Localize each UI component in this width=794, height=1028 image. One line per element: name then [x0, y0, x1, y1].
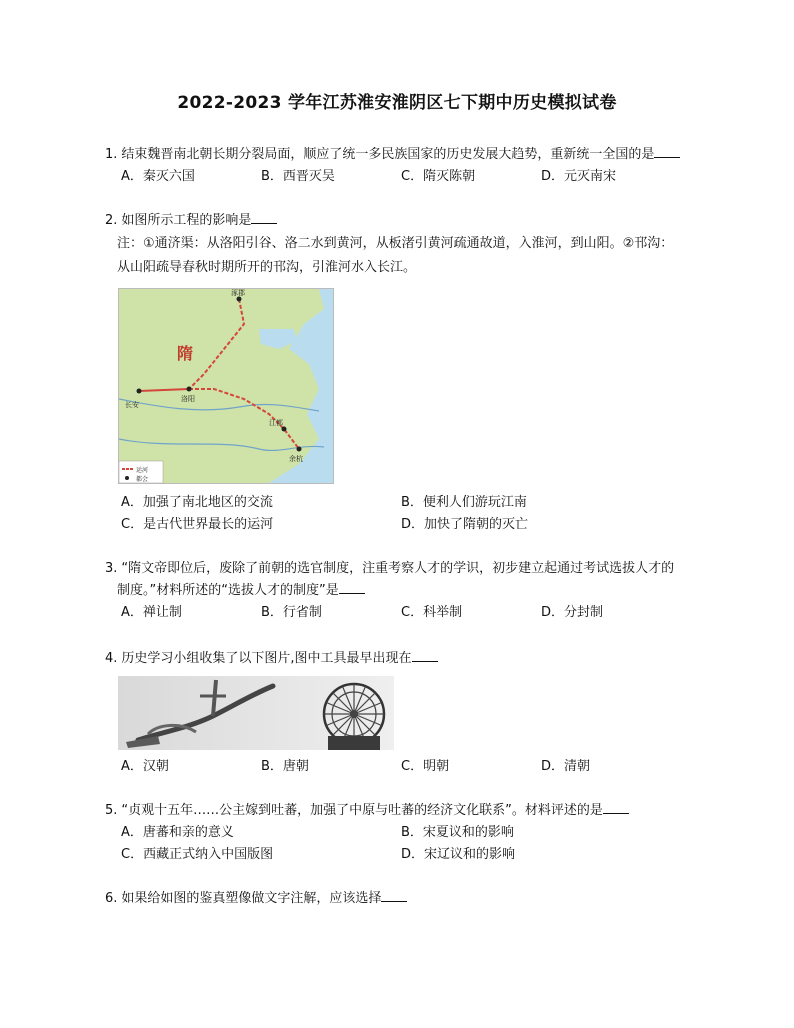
answer-blank — [603, 801, 629, 814]
city-label-jiangdu: 江都 — [269, 419, 283, 427]
options — [105, 602, 674, 624]
question-note — [105, 232, 707, 280]
question-number: 4. — [105, 651, 118, 666]
question-5 — [105, 800, 629, 866]
answer-blank — [251, 211, 277, 224]
option-a[interactable]: A．汉朝 — [121, 759, 169, 774]
option-d[interactable]: D．元灭南宋 — [541, 169, 617, 184]
option-d[interactable]: D．清朝 — [541, 759, 591, 774]
question-stem: 制度。”材料所述的“选拔人才的制度”是 — [117, 583, 339, 598]
question-stem: “贞观十五年……公主嫁到吐蕃，加强了中原与吐蕃的经济文化联系”。材料评述的是 — [121, 803, 603, 818]
question-3 — [105, 558, 674, 624]
option-b[interactable]: B．便利人们游玩江南 — [401, 495, 527, 510]
city-label-luoyang: 洛阳 — [181, 395, 195, 403]
answer-blank — [339, 581, 365, 594]
option-c[interactable]: C．西藏正式纳入中国版图 — [121, 847, 274, 862]
option-b[interactable]: B．宋夏议和的影响 — [401, 825, 514, 840]
question-1 — [105, 144, 680, 188]
options — [105, 822, 629, 844]
question-4 — [105, 648, 438, 670]
question-stem: 如果给如图的鉴真塑像做文字注解，应该选择 — [121, 891, 382, 906]
city-label-yuhang: 余杭 — [289, 455, 303, 463]
question-number: 6. — [105, 891, 118, 906]
question-stem: “隋文帝即位后，废除了前朝的选官制度，注重考察人才的学识，初步建立起通过考试选拔人才的 — [121, 561, 675, 576]
options — [105, 166, 680, 188]
question-number: 2. — [105, 213, 118, 228]
city-label-changan: 长安 — [125, 401, 139, 409]
answer-blank — [412, 649, 438, 662]
question-number: 1. — [105, 147, 118, 162]
option-b[interactable]: B．行省制 — [261, 605, 322, 620]
note-line: 从山阳疏导春秋时期所开的邗沟，引淮河水入长江。 — [117, 260, 417, 275]
sui-canal-map-image — [119, 289, 333, 483]
question-stem: 如图所示工程的影响是 — [121, 213, 252, 228]
option-b[interactable]: B．西晋灭吴 — [261, 169, 335, 184]
option-b[interactable]: B．唐朝 — [261, 759, 309, 774]
question-stem: 历史学习小组收集了以下图片,图中工具最早出现在 — [121, 651, 412, 666]
option-c[interactable]: C．隋灭陈朝 — [401, 169, 476, 184]
options — [105, 844, 629, 866]
option-a[interactable]: A．秦灭六国 — [121, 169, 195, 184]
question-stem: 结束魏晋南北朝长期分裂局面，顺应了统一多民族国家的历史发展大趋势，重新统一全国的是 — [121, 147, 655, 162]
answer-blank — [381, 889, 407, 902]
option-c[interactable]: C．明朝 — [401, 759, 450, 774]
legend-city: 都会 — [136, 476, 149, 483]
question-number: 3. — [105, 561, 118, 576]
question-6 — [105, 888, 407, 910]
grand-canal-map — [118, 288, 334, 484]
page-title: 2022-2023 学年江苏淮安淮阴区七下期中历史模拟试卷 — [177, 93, 617, 113]
option-a[interactable]: A．唐蕃和亲的意义 — [121, 825, 234, 840]
option-d[interactable]: D．加快了隋朝的灭亡 — [401, 517, 529, 532]
legend-canal: 运河 — [136, 467, 149, 474]
tools-image — [118, 676, 394, 750]
option-a[interactable]: A．禅让制 — [121, 605, 182, 620]
option-d[interactable]: D．宋辽议和的影响 — [401, 847, 516, 862]
question-2 — [105, 210, 707, 280]
option-d[interactable]: D．分封制 — [541, 605, 604, 620]
map-country-label: 隋 — [177, 344, 194, 363]
question-number: 5. — [105, 803, 118, 818]
option-c[interactable]: C．是古代世界最长的运河 — [121, 517, 274, 532]
option-c[interactable]: C．科举制 — [401, 605, 463, 620]
answer-blank — [654, 145, 680, 158]
option-a[interactable]: A．加强了南北地区的交流 — [121, 495, 273, 510]
note-line: 注：①通济渠：从洛阳引谷、洛二水到黄河，从板渚引黄河疏通故道，入淮河，到山阳。②邗沟： — [117, 236, 674, 251]
city-label-zhuojun: 涿郡 — [231, 289, 245, 297]
